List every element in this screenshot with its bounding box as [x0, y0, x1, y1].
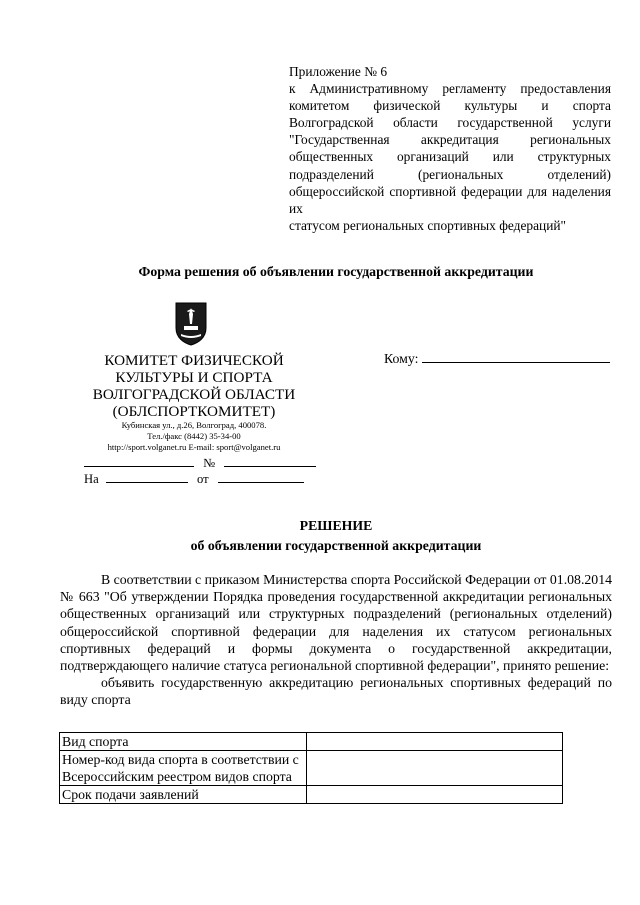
- registry-number-line: [84, 455, 316, 471]
- table-row: [60, 733, 563, 751]
- annex-header: [289, 63, 611, 234]
- table-value-cell: [307, 786, 563, 804]
- blank-line: [106, 471, 188, 483]
- org-name-line: КОМИТЕТ ФИЗИЧЕСКОЙ: [104, 352, 284, 369]
- coat-of-arms-icon: [175, 302, 207, 346]
- org-web: http://sport.volganet.ru E-mail: sport@volganet.ru: [107, 442, 281, 452]
- decision-text: [60, 571, 612, 709]
- sport-details-table: [59, 732, 563, 804]
- org-name-line: (ОБЛСПОРТКОМИТЕТ): [112, 403, 276, 420]
- annex-body: [289, 80, 611, 234]
- table-value-cell: [307, 751, 563, 786]
- table-label-cell: Срок подачи заявлений: [60, 786, 307, 804]
- org-name-line: ВОЛГОГРАДСКОЙ ОБЛАСТИ: [92, 386, 296, 403]
- org-phone: Тел./факс (8442) 35-34-00: [147, 431, 241, 441]
- organization-block: [60, 352, 328, 453]
- decision-subtitle: об объявлении государственной аккредитации: [190, 538, 482, 553]
- table-label-cell: Номер-код вида спорта в соответствии с Всероссийским реестром видов спорта: [60, 751, 307, 786]
- blank-line: [218, 471, 304, 483]
- recipient-field: [384, 350, 610, 367]
- table-row: [60, 751, 563, 786]
- number-label: №: [203, 456, 216, 470]
- decision-resolution: объявить государственную аккредитацию региональных спортивных федераций по виду спорта: [60, 675, 612, 708]
- org-name-line: КУЛЬТУРЫ И СПОРТА: [115, 369, 273, 386]
- blank-line: [224, 455, 316, 467]
- ot-label: от: [197, 472, 209, 486]
- form-title: Форма решения об объявлении государственной аккредитации: [138, 264, 534, 279]
- org-address: Кубинская ул., д.26, Волгоград, 400078.: [121, 420, 267, 430]
- table-value-cell: [307, 733, 563, 751]
- table-label-cell: Вид спорта: [60, 733, 307, 751]
- annex-body-last: статусом региональных спортивных федераций": [289, 217, 567, 233]
- na-label: На: [84, 472, 99, 486]
- annex-title: Приложение № 6: [289, 64, 388, 79]
- table-row: [60, 786, 563, 804]
- annex-body-text: к Административному регламенту предоставления комитетом физической культуры и спорта Волгоградской области государственной услуги "Государственная аккредитация региональных общественных организаций или структурных подразделений (региональных отделений) общероссийской спортивной федерации для наделения их: [289, 81, 611, 216]
- decision-title: РЕШЕНИЕ: [299, 518, 373, 533]
- registry-reference-line: [84, 471, 304, 487]
- decision-paragraph: В соответствии с приказом Министерства спорта Российской Федерации от 01.08.2014 № 663 "Об утверждении Порядка проведения государственной аккредитации региональных общественных организаций или структурных подразделений (региональных отделений) общероссийской спортивной федерации для наделения их статусом региональных спортивных федераций и формы документа о государственной аккредитации, подтверждающего наличие статуса региональной спортивной федерации", принято решение:: [60, 572, 612, 674]
- blank-line: [84, 455, 194, 467]
- recipient-label: Кому:: [384, 351, 419, 366]
- recipient-line: [422, 350, 610, 363]
